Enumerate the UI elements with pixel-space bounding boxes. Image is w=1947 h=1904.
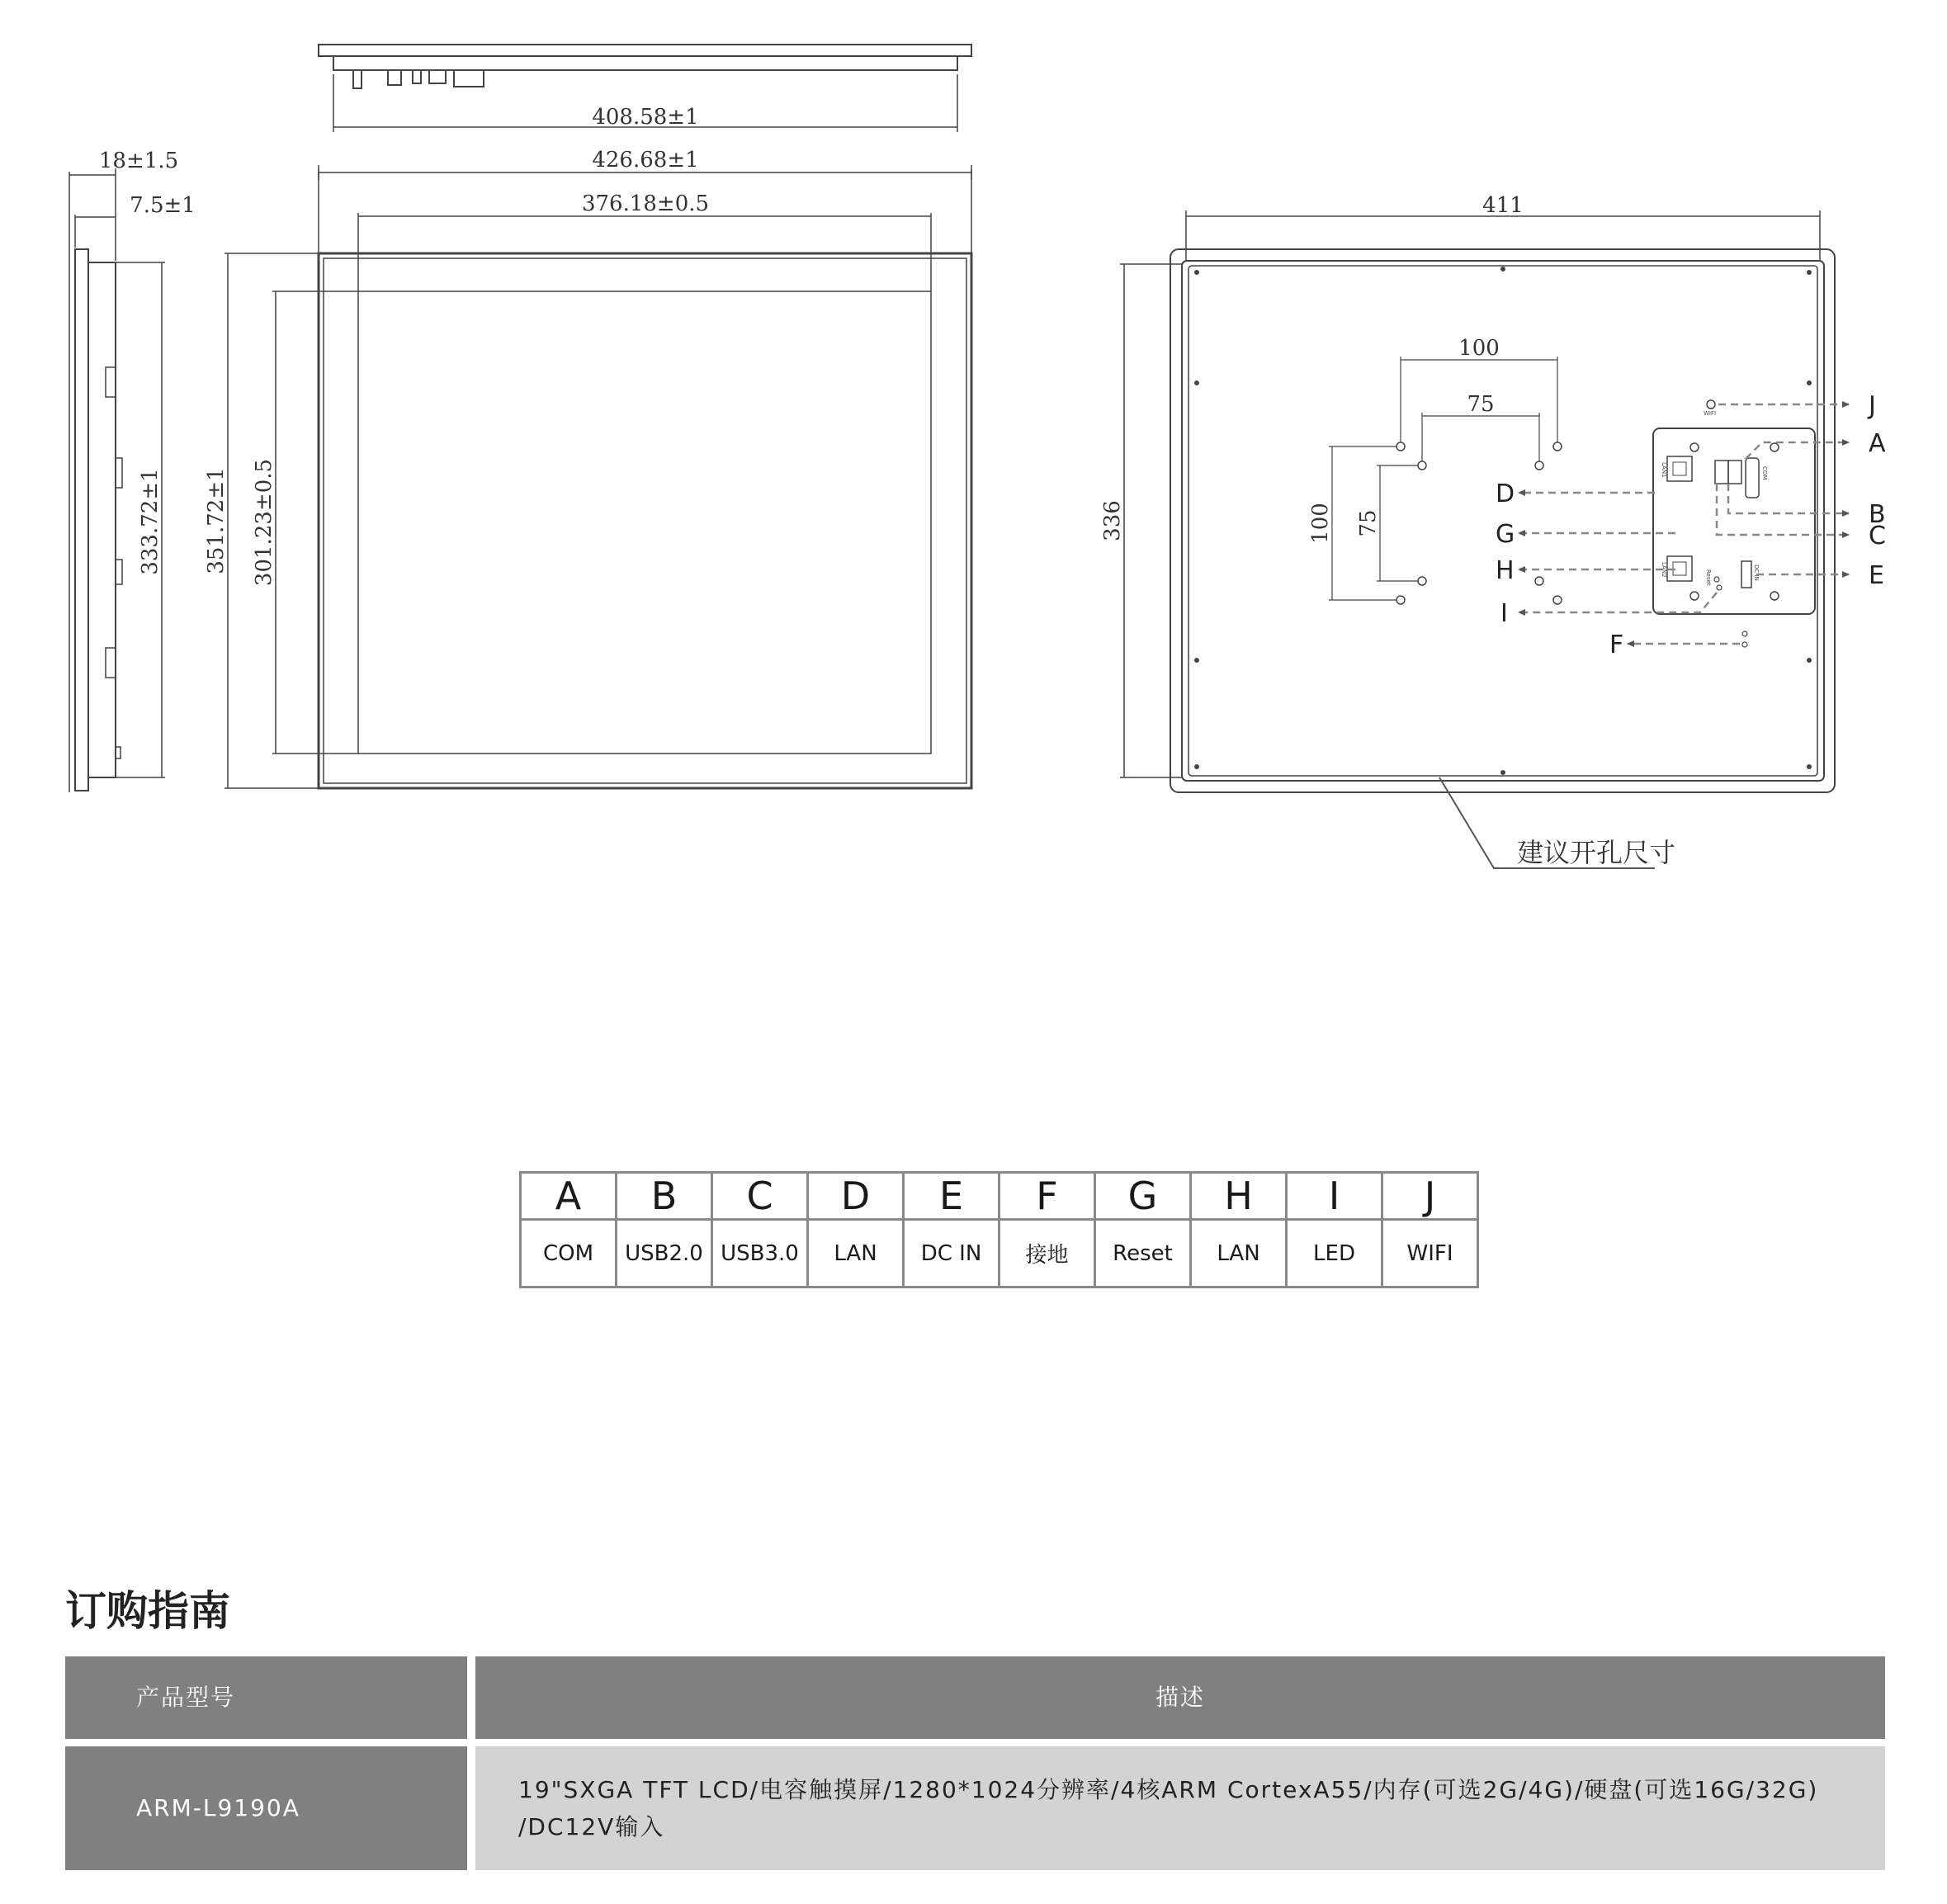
ordering-desc-cell xyxy=(475,1746,1885,1870)
port-name: COM xyxy=(521,1220,617,1287)
port-letter: G xyxy=(1095,1173,1191,1220)
port-name: USB2.0 xyxy=(617,1220,712,1287)
dim-overall-width: 426.68±1 xyxy=(592,148,699,172)
ordering-title: 订购指南 xyxy=(65,1587,230,1635)
front-view xyxy=(224,169,971,788)
dim-vesa-inner-w: 75 xyxy=(1467,392,1495,417)
ordering-desc-line1: 19"SXGA TFT LCD/电容触摸屏/1280*1024分辨率/4核ARM CortexA55/内存(可选2G/4G)/硬盘(可选16G/32G) xyxy=(518,1776,1819,1803)
port-letter: J xyxy=(1382,1173,1478,1220)
panel-text-com: COM xyxy=(1761,466,1768,480)
callout-b: B xyxy=(1869,500,1886,529)
panel-text-lan2: LAN2 xyxy=(1661,562,1667,578)
port-letter: I xyxy=(1287,1173,1382,1220)
callout-a: A xyxy=(1869,429,1886,458)
port-name: Reset xyxy=(1095,1220,1191,1287)
port-name: 接地 xyxy=(999,1220,1095,1287)
callout-c: C xyxy=(1869,522,1886,550)
dim-vesa-inner-h: 75 xyxy=(1356,509,1381,537)
callout-h: H xyxy=(1496,556,1515,585)
port-letter: C xyxy=(712,1173,808,1220)
port-table xyxy=(519,1171,1479,1288)
callout-letters xyxy=(1496,391,1886,659)
cutout-note: 建议开孔尺寸 xyxy=(1517,837,1676,868)
port-letter: H xyxy=(1191,1173,1287,1220)
ordering-header-desc: 描述 xyxy=(475,1656,1885,1739)
port-letter: A xyxy=(521,1173,617,1220)
dim-side-height: 333.72±1 xyxy=(138,468,163,575)
port-letter: E xyxy=(904,1173,999,1220)
dim-top-width: 408.58±1 xyxy=(592,105,699,130)
panel-text-wifi: WIFI xyxy=(1704,410,1717,417)
dim-back-height: 336 xyxy=(1100,500,1125,541)
port-letter-row xyxy=(521,1173,1478,1220)
callout-leaders xyxy=(1519,404,1849,644)
dim-vesa-outer-h: 100 xyxy=(1308,503,1333,544)
panel-text-reset: Reset xyxy=(1705,569,1712,586)
callout-f: F xyxy=(1609,631,1624,659)
dim-overall-height: 351.72±1 xyxy=(204,467,229,574)
dim-viewable-width: 376.18±0.5 xyxy=(581,191,710,216)
port-name: LAN xyxy=(1191,1220,1287,1287)
callout-j: J xyxy=(1869,391,1876,420)
port-letter: B xyxy=(617,1173,712,1220)
callout-d: D xyxy=(1496,480,1515,508)
dim-viewable-height: 301.23±0.5 xyxy=(252,458,276,587)
dim-back-width: 411 xyxy=(1482,193,1524,218)
panel-text-dcin: DC IN xyxy=(1753,565,1760,581)
port-name-row xyxy=(521,1220,1478,1287)
port-letter: D xyxy=(808,1173,904,1220)
callout-e: E xyxy=(1869,561,1884,590)
dim-depth-total: 18±1.5 xyxy=(98,149,179,173)
ordering-model-cell: ARM-L9190A xyxy=(65,1746,467,1870)
port-letter: F xyxy=(999,1173,1095,1220)
dim-depth-bezel: 7.5±1 xyxy=(130,193,196,218)
port-name: LED xyxy=(1287,1220,1382,1287)
dim-vesa-outer-w: 100 xyxy=(1458,336,1500,361)
ordering-header-model: 产品型号 xyxy=(65,1656,467,1739)
port-name: WIFI xyxy=(1382,1220,1478,1287)
panel-text-lan1: LAN1 xyxy=(1661,462,1667,478)
callout-g: G xyxy=(1496,520,1515,549)
port-name: DC IN xyxy=(904,1220,999,1287)
port-name: USB3.0 xyxy=(712,1220,808,1287)
ordering-desc-line2: /DC12V输入 xyxy=(518,1813,665,1840)
port-name: LAN xyxy=(808,1220,904,1287)
callout-i: I xyxy=(1500,599,1508,628)
